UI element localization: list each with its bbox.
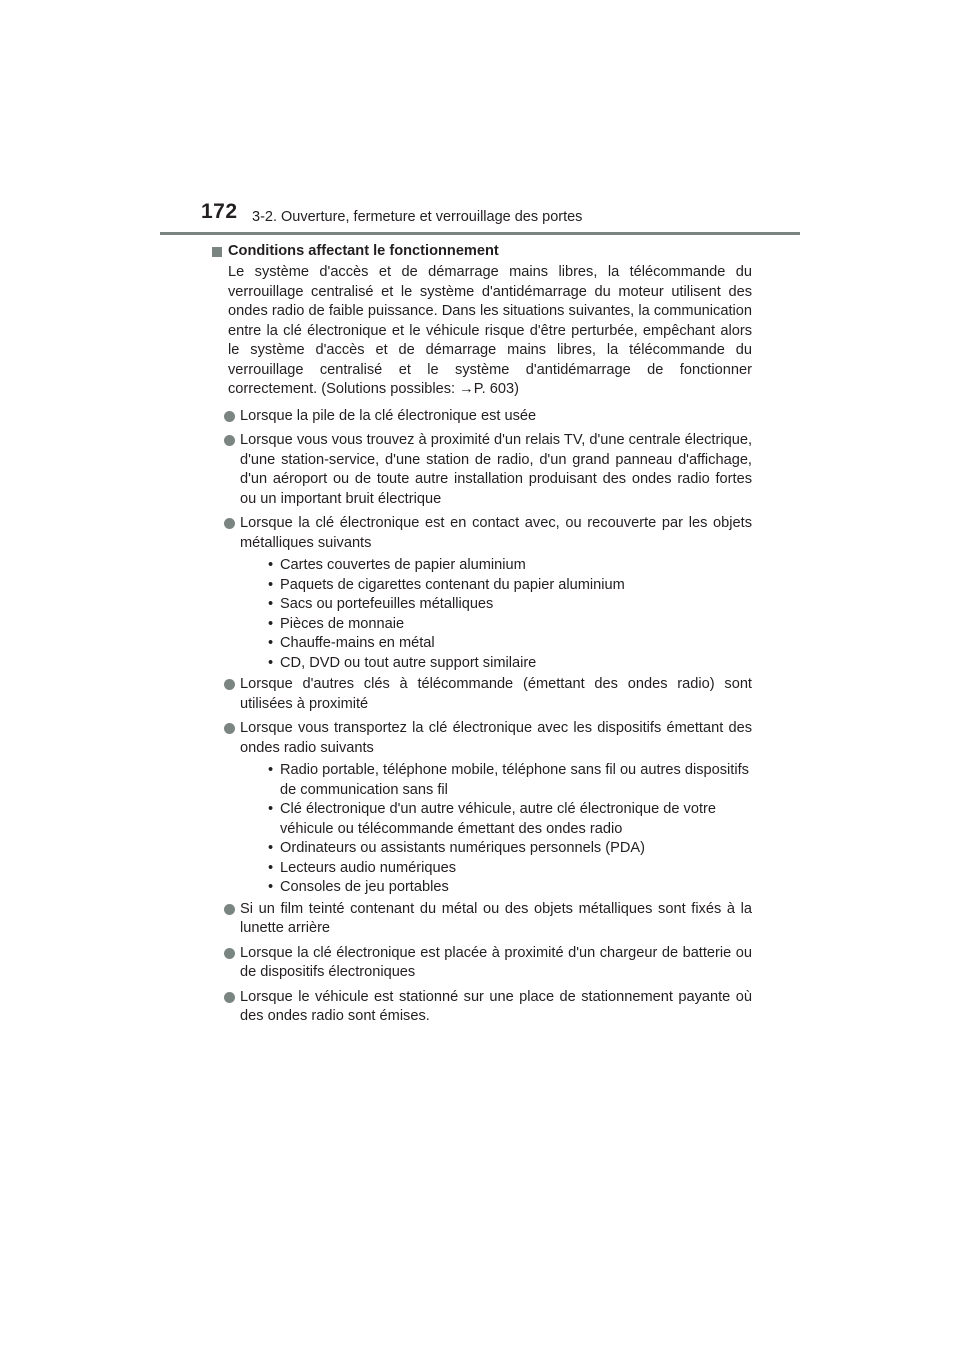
sub-list-text: Chauffe-mains en métal	[280, 635, 435, 651]
sub-list-text: Consoles de jeu portables	[280, 879, 449, 895]
small-dot-icon: •	[268, 596, 274, 612]
circle-bullet-icon	[224, 518, 235, 529]
bullet-text: Lorsque le véhicule est stationné sur une place de stationnement payante où des ondes radio sont émises.	[240, 988, 752, 1024]
sub-list-text: CD, DVD ou tout autre support similaire	[280, 654, 537, 671]
sub-list-item	[240, 859, 752, 879]
bullet-text: Lorsque la pile de la clé électronique est usée	[240, 407, 537, 424]
sub-list-text: Ordinateurs ou assistants numériques personnels (PDA)	[280, 840, 646, 856]
circle-bullet-icon	[224, 679, 235, 690]
sub-list-item	[240, 654, 752, 674]
sub-list-text: Clé électronique d'un autre véhicule, autre clé électronique de votre véhicule ou télécommande émettant des ondes radio	[280, 801, 717, 837]
sub-list-item	[240, 800, 752, 839]
sub-list-text: Radio portable, téléphone mobile, téléphone sans fil ou autres dispositifs de communication sans fil	[280, 762, 749, 798]
sub-list-item	[240, 839, 752, 859]
small-dot-icon: •	[268, 576, 274, 593]
small-dot-icon: •	[268, 859, 274, 876]
sub-list	[240, 761, 752, 898]
bullet-item	[212, 431, 752, 509]
sub-list-item	[240, 595, 752, 615]
sub-list-item	[240, 576, 752, 596]
bullet-item	[212, 944, 752, 983]
small-dot-icon: •	[268, 879, 274, 895]
small-dot-icon: •	[268, 557, 274, 573]
page-header	[0, 0, 960, 240]
bullet-list	[212, 407, 752, 1027]
square-bullet-icon	[212, 247, 222, 257]
bullet-text: Lorsque vous transportez la clé électronique avec les dispositifs émettant des ondes radio suivants	[240, 720, 752, 756]
intro-paragraph: Le système d'accès et de démarrage mains libres, la télécommande du verrouillage centralisé et le système d'antidémarrage du moteur utilisent des ondes radio de faible puissance. Dans les situations suivantes, la communication entre la clé électronique et le véhicule risque d'être perturbée, empêchant alors le système d'accès et de démarrage mains libres, la télécommande du verrouillage centralisé et le système d'antidémarrage de fonctionner correctement. (Solutions possibles: →P. 603)	[228, 264, 752, 397]
circle-bullet-icon	[224, 904, 235, 915]
bullet-text: Lorsque la clé électronique est placée à proximité d'un chargeur de batterie ou de dispositifs électroniques	[240, 944, 752, 980]
sub-list-text: Sacs ou portefeuilles métalliques	[280, 596, 494, 612]
section-heading	[212, 242, 752, 262]
small-dot-icon: •	[268, 615, 274, 632]
sub-list-item	[240, 556, 752, 576]
small-dot-icon: •	[268, 762, 274, 778]
sub-list-text: Paquets de cigarettes contenant du papier aluminium	[280, 576, 625, 593]
bullet-item	[212, 900, 752, 939]
sub-list	[240, 556, 752, 673]
circle-bullet-icon	[224, 411, 235, 422]
bullet-text: Si un film teinté contenant du métal ou des objets métalliques sont fixés à la lunette arrière	[240, 900, 752, 936]
sub-list-item	[240, 634, 752, 654]
bullet-item	[212, 675, 752, 714]
content	[212, 242, 752, 1032]
section-title: 3-2. Ouverture, fermeture et verrouillage des portes	[252, 209, 583, 225]
circle-bullet-icon	[224, 992, 235, 1003]
small-dot-icon: •	[268, 840, 274, 856]
header-rule	[160, 232, 800, 235]
sub-list-text: Cartes couvertes de papier aluminium	[280, 557, 526, 573]
bullet-item	[212, 988, 752, 1027]
page-number: 172	[201, 200, 238, 223]
sub-list-item	[240, 878, 752, 898]
section-heading-text: Conditions affectant le fonctionnement	[228, 243, 499, 259]
sub-list-item	[240, 761, 752, 800]
small-dot-icon: •	[268, 801, 274, 817]
bullet-text: Lorsque d'autres clés à télécommande (émettant des ondes radio) sont utilisées à proximité	[240, 676, 752, 712]
circle-bullet-icon	[224, 435, 235, 446]
small-dot-icon: •	[268, 635, 274, 651]
sub-list-item	[240, 615, 752, 635]
bullet-text: Lorsque la clé électronique est en contact avec, ou recouverte par les objets métalliques suivants	[240, 515, 752, 551]
sub-list-text: Pièces de monnaie	[280, 615, 405, 632]
bullet-item	[212, 514, 752, 673]
bullet-item	[212, 407, 752, 427]
circle-bullet-icon	[224, 723, 235, 734]
bullet-text: Lorsque vous vous trouvez à proximité d'un relais TV, d'une centrale électrique, d'une station-service, d'une station de radio, d'un grand panneau d'affichage, d'un aéroport ou de toute autre installation produisant des ondes radio fortes ou un important bruit électrique	[240, 432, 752, 507]
bullet-item	[212, 719, 752, 898]
circle-bullet-icon	[224, 948, 235, 959]
small-dot-icon: •	[268, 654, 274, 671]
sub-list-text: Lecteurs audio numériques	[280, 859, 457, 876]
